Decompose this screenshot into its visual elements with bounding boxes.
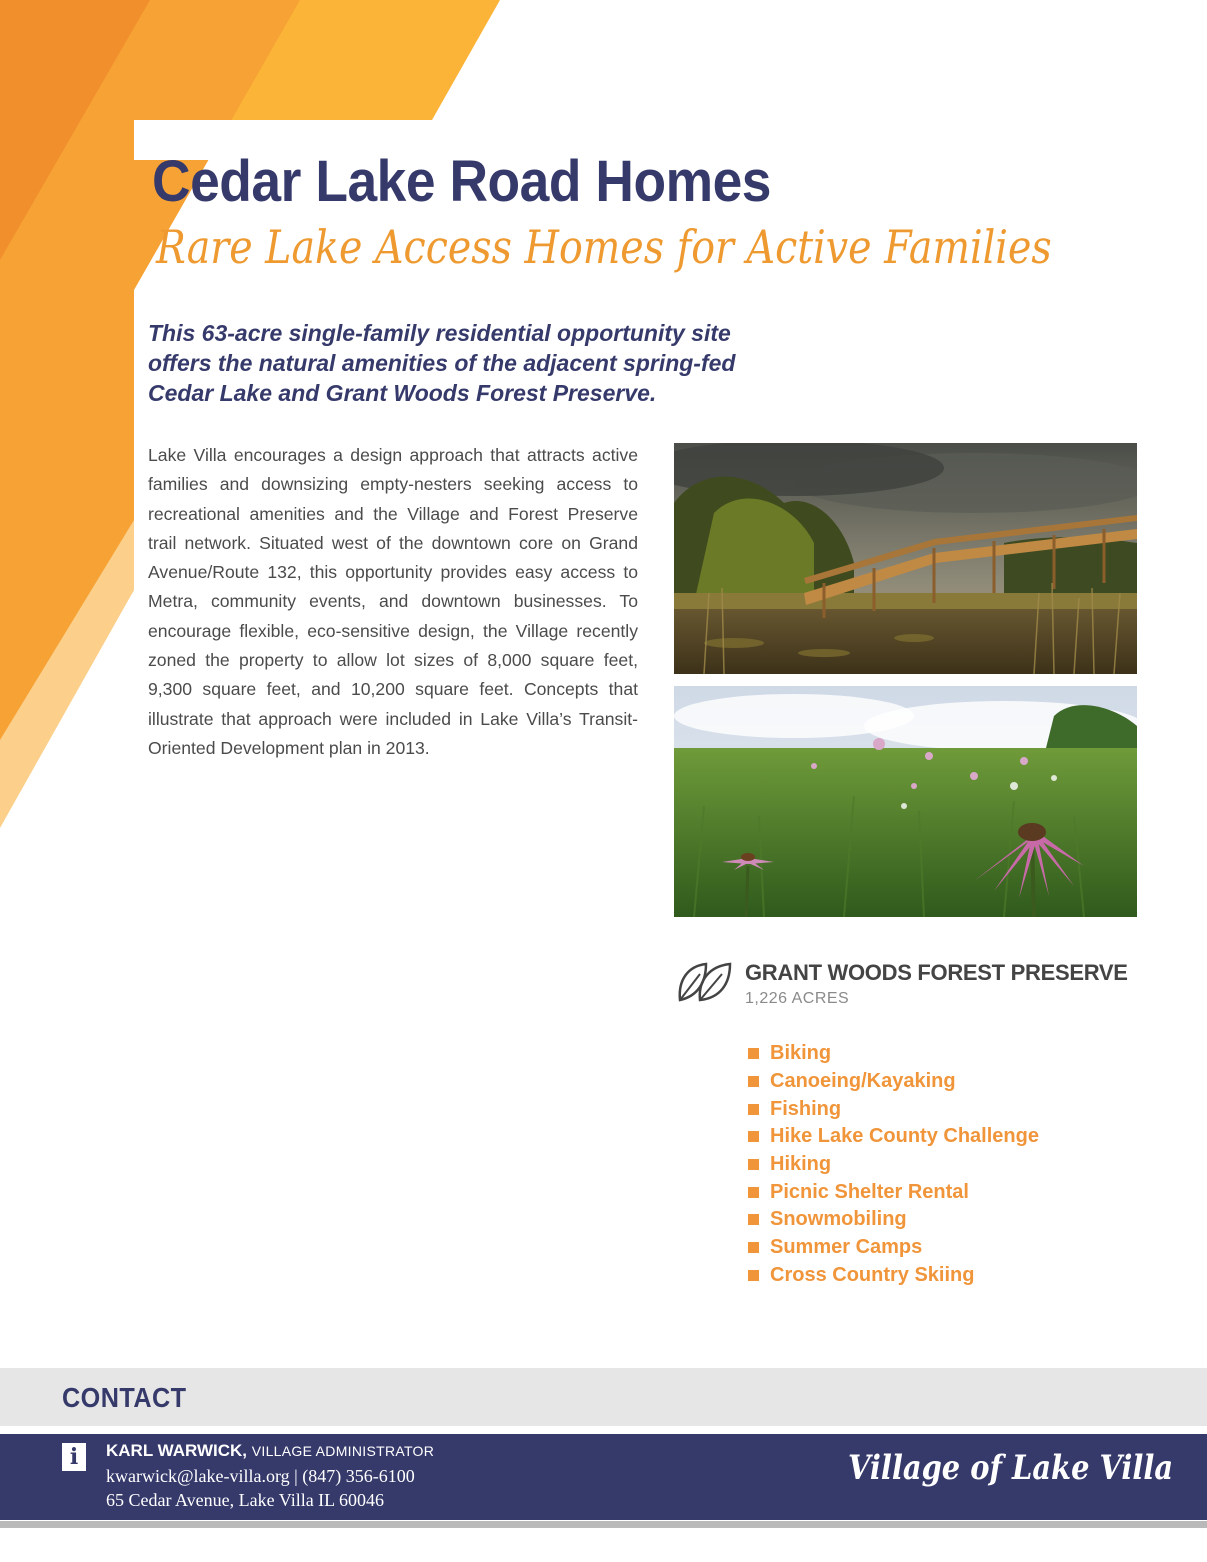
bullet-icon — [748, 1159, 759, 1170]
bullet-icon — [748, 1104, 759, 1115]
bullet-icon — [748, 1214, 759, 1225]
meadow-flowers-photo — [674, 686, 1137, 917]
bullet-icon — [748, 1131, 759, 1142]
lead-paragraph — [148, 318, 736, 408]
lead-line: This 63-acre single-family residential opportunity site — [148, 320, 731, 346]
contact-address: 65 Cedar Avenue, Lake Villa IL 60046 — [106, 1490, 385, 1510]
contact-role: VILLAGE ADMINISTRATOR — [251, 1443, 435, 1459]
info-icon: i — [62, 1443, 86, 1471]
amenity-item: Picnic Shelter Rental — [748, 1178, 1039, 1206]
contact-email-phone[interactable]: kwarwick@lake-villa.org | (847) 356-6100 — [106, 1466, 415, 1486]
amenity-item: Biking — [748, 1040, 1039, 1068]
leaf-icon — [676, 960, 734, 1004]
preserve-acres: 1,226 ACRES — [745, 990, 850, 1007]
amenities-list — [748, 1040, 1039, 1289]
lake-bridge-photo — [674, 443, 1137, 674]
footer-divider — [0, 1521, 1207, 1528]
page-title: Cedar Lake Road Homes — [152, 149, 772, 214]
amenity-item: Cross Country Skiing — [748, 1262, 1039, 1290]
amenity-item: Fishing — [748, 1095, 1039, 1123]
bullet-icon — [748, 1187, 759, 1198]
lead-line: offers the natural amenities of the adjacent spring-fed — [148, 350, 736, 376]
preserve-name: GRANT WOODS FOREST PRESERVE — [745, 960, 1128, 985]
bullet-icon — [748, 1048, 759, 1059]
bullet-icon — [748, 1270, 759, 1281]
contact-name-line — [106, 1441, 434, 1461]
body-paragraph: Lake Villa encourages a design approach that attracts active families and downsizing empty-nesters seeking access to recreational amenities and the Village and Forest Preserve trail network. Situated west of the downtown core on Grand Avenue/Route 132, this opportunity provides easy access to Metra, community events, and downtown businesses. To encourage flexible, eco-sensitive design, the Village recently zoned the property to allow lot sizes of 8,000 square feet, 9,300 square feet, and 10,200 square feet. Concepts that illustrate that approach were included in Lake Villa’s Transit-Oriented Development plan in 2013. — [148, 445, 638, 758]
amenity-item: Snowmobiling — [748, 1206, 1039, 1234]
amenity-item: Canoeing/Kayaking — [748, 1068, 1039, 1096]
bullet-icon — [748, 1076, 759, 1087]
amenity-item: Summer Camps — [748, 1234, 1039, 1262]
amenity-item: Hike Lake County Challenge — [748, 1123, 1039, 1151]
contact-name: KARL WARWICK, — [106, 1441, 248, 1460]
contact-heading: CONTACT — [62, 1382, 187, 1413]
bullet-icon — [748, 1242, 759, 1253]
amenity-item: Hiking — [748, 1151, 1039, 1179]
page-subtitle: Rare Lake Access Homes for Active Families — [156, 220, 1052, 274]
village-logo: Village of Lake Villa — [848, 1448, 1174, 1488]
lead-line: Cedar Lake and Grant Woods Forest Preserve. — [148, 380, 657, 406]
